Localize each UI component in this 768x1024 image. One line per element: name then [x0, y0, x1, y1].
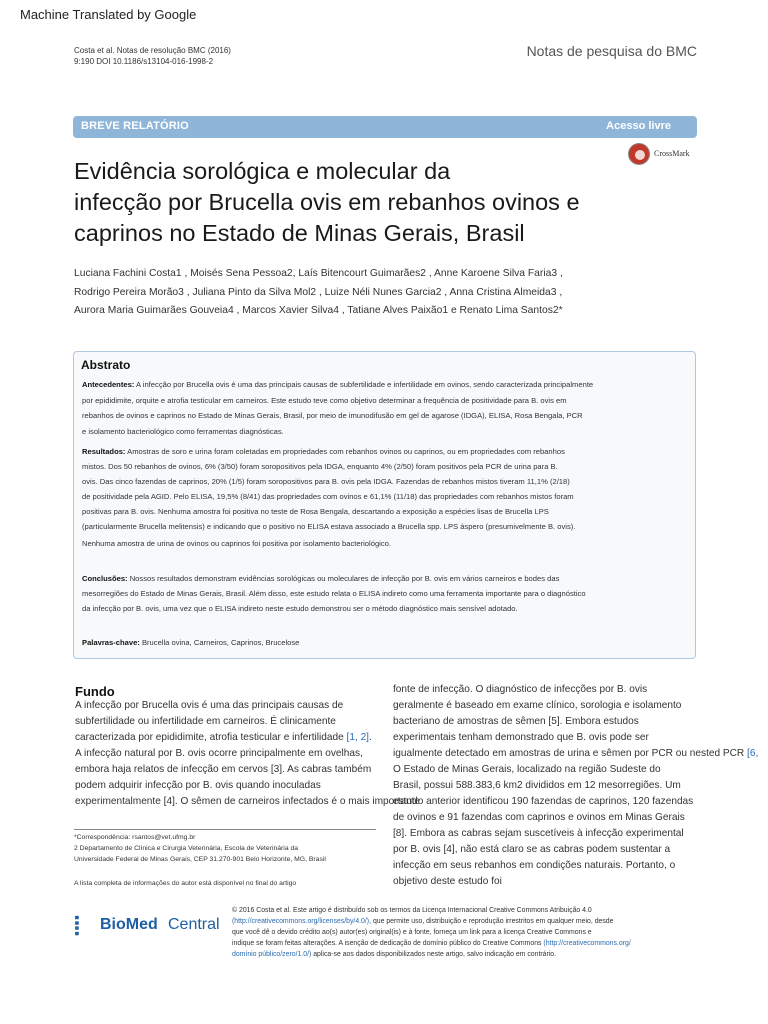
- author-line: Luciana Fachini Costa1 , Moisés Sena Pessoa2, Laís Bitencourt Guimarães2 , Anne Karoene Silva Faria3 ,: [74, 268, 563, 279]
- license-line: [232, 918, 613, 925]
- abstract-background-line: e isolamento bacteriológico como ferramentas diagnósticas.: [82, 427, 284, 436]
- body-text-line: bacteriano de amostras de sêmen [5]. Embora estudos: [393, 716, 639, 727]
- open-access-label[interactable]: Acesso livre: [606, 120, 671, 132]
- article-type-label: BREVE RELATÓRIO: [81, 120, 189, 132]
- body-text-line: geralmente é baseado em exame clínico, sorologia e isolamento: [393, 700, 682, 711]
- logo-text-central: Central: [168, 916, 220, 933]
- abstract-results-line: (particularmente Brucella melitensis) e indicando que o positivo no ELISA estava associado a Brucella spp. LPS áspero (presumivelmente B. ovis).: [82, 522, 576, 531]
- biomed-central-logo[interactable]: [74, 910, 234, 940]
- body-text-line: fonte de infecção. O diagnóstico de infecções por B. ovis: [393, 684, 648, 695]
- machine-translation-banner: Machine Translated by Google: [20, 7, 197, 22]
- body-text-line: Brasil, possui 588.383,6 km2 divididos em 12 mesorregiões. Um: [393, 780, 681, 791]
- abstract-background-line: rebanhos de ovinos e caprinos no Estado de Minas Gerais, Brasil, por meio de imunodifusão em gel de agarose (IDGA), ELISA, Rosa Bengala, PCR: [82, 411, 583, 420]
- reference-link[interactable]: [6,: [747, 748, 759, 759]
- abstract-results-line: Nenhuma amostra de urina de ovinos ou caprinos foi positiva por isolamento bacteriológico.: [82, 539, 391, 548]
- author-line: Aurora Maria Guimarães Gouveia4 , Marcos Xavier Silva4 , Tatiane Alves Paixão1 e Renato Lima Santos2*: [74, 305, 563, 316]
- abstract-conclusions-line: da infecção por B. ovis, uma vez que o ELISA indireto neste estudo demonstrou ser o método diagnóstico mais sensível adotado.: [82, 604, 518, 613]
- body-text-line: A infecção natural por B. ovis ocorre principalmente em ovelhas,: [75, 748, 363, 759]
- body-text-line: [75, 732, 372, 743]
- public-domain-link[interactable]: domínio público/zero/1.0/): [232, 951, 312, 958]
- abstract-background-line: [82, 380, 593, 389]
- license-text: indique se foram feitas alterações. A isenção de dedicação de domínio público do Creative Commons: [232, 940, 544, 947]
- abstract-results-line: de positividade pela AGID. Pelo ELISA, 19,5% (8/41) das propriedades com ovinos e 61,1% (11/18) das propriedades com rebanhos mistos foram: [82, 492, 574, 501]
- title-line: caprinos no Estado de Minas Gerais, Brasil: [74, 220, 525, 246]
- reference-link[interactable]: [1, 2]: [346, 732, 369, 743]
- abstract-results-line: ovis. Das cinco fazendas de caprinos, 20% (1/5) foram soropositivos para B. ovis pela IDGA. Fazendas de rebanhos mistos tiveram 11,1% (2/18): [82, 477, 570, 486]
- biomed-central-mark-icon: ⦙: [74, 912, 80, 942]
- abstract-conclusions-line: [82, 574, 559, 583]
- background-text: A infecção por Brucella ovis é uma das principais causas de subfertilidade e infertilidade em ovinos, sendo caracterizada principalmente: [134, 380, 594, 389]
- license-text: , que permite uso, distribuição e reprodução irrestritos em qualquer meio, desde: [369, 918, 614, 925]
- logo-text-bio: BioMed: [100, 916, 158, 933]
- body-text-line: estudo anterior identificou 190 fazendas de caprinos, 120 fazendas: [393, 796, 694, 807]
- body-text-line: por B. ovis [4], não está claro se as cabras podem sustentar a: [393, 844, 671, 855]
- reference-link[interactable]: [3]: [270, 764, 283, 775]
- abstract-heading: Abstrato: [81, 358, 131, 372]
- article-type-bar: [73, 116, 697, 138]
- title-line: infecção por Brucella ovis em rebanhos ovinos e: [74, 189, 580, 215]
- conclusions-label: Conclusões:: [82, 574, 128, 583]
- body-text-line: infecção em seus rebanhos em condições naturais. Portanto, o: [393, 860, 676, 871]
- journal-name: Notas de pesquisa do BMC: [526, 43, 697, 59]
- license-line: que você dê o devido crédito ao(s) autor(es) original(is) e à fonte, forneça um link para a licença Creative Commons e: [232, 929, 592, 936]
- body-text: embora haja relatos de infecção em cervos: [75, 764, 271, 775]
- footnote-affiliation: 2 Departamento de Clínica e Cirurgia Veterinária, Escola de Veterinária da: [74, 845, 299, 852]
- footnote-author-info: A lista completa de informações do autor está disponível no final do artigo: [74, 880, 297, 887]
- license-line: © 2016 Costa et al. Este artigo é distribuído sob os termos da Licença Internacional Creative Commons Atribuição 4.0: [232, 907, 592, 914]
- body-text-line: [393, 748, 758, 759]
- footnote-correspondence: *Correspondência: rsantos@vet.ufmg.br: [74, 834, 196, 841]
- body-text-line: experimentais tenham demonstrado que B. ovis pode ser: [393, 732, 649, 743]
- body-text: .: [369, 732, 372, 743]
- body-text-line: [8]. Embora as cabras sejam suscetíveis à infecção experimental: [393, 828, 684, 839]
- section-heading-fundo: Fundo: [75, 684, 115, 699]
- body-text: caracterizada por epididimite, atrofia testicular e infertilidade: [75, 732, 347, 743]
- keywords-text: Brucella ovina, Carneiros, Caprinos, Brucelose: [139, 638, 300, 647]
- abstract-results-line: mistos. Dos 50 rebanhos de ovinos, 6% (3/50) foram soropositivos pela IDGA, enquanto 4% (2/50) foram positivos pela PCR de urina para B.: [82, 462, 558, 471]
- license-link[interactable]: (http://creativecommons.org/licenses/by/4.0/): [232, 918, 370, 925]
- footnote-divider: [74, 829, 376, 830]
- license-line: [232, 940, 631, 947]
- conclusions-text: Nossos resultados demonstram evidências sorológicas ou moleculares de infecção por B. ovis em vários carneiros e bodes das: [127, 574, 560, 583]
- body-text-line: [75, 764, 371, 775]
- results-label: Resultados:: [82, 447, 126, 456]
- body-text-line: de ovinos e 91 fazendas com caprinos e ovinos em Minas Gerais: [393, 812, 685, 823]
- body-text-line: subfertilidade ou infertilidade em carneiros. É clinicamente: [75, 716, 336, 727]
- body-text-line: podem adquirir infecção por B. ovis quando inoculadas: [75, 780, 321, 791]
- license-line: [232, 951, 556, 958]
- abstract-keywords: [82, 638, 299, 647]
- results-text: Amostras de soro e urina foram coletadas em propriedades com rebanhos ovinos ou caprinos, ou em propriedades com rebanhos: [125, 447, 565, 456]
- body-text: . As cabras também: [282, 764, 372, 775]
- abstract-results-line: positivas para B. ovis. Nenhuma amostra foi positiva no teste de Rosa Bengala, descartando a exposição a espécies lisas de Brucella LPS: [82, 507, 549, 516]
- public-domain-link[interactable]: (http://creativecommons.org/: [543, 940, 631, 947]
- body-text-line: O Estado de Minas Gerais, localizado na região Sudeste do: [393, 764, 661, 775]
- body-text-line: A infecção por Brucella ovis é uma das principais causas de: [75, 700, 344, 711]
- footnote-affiliation: Universidade Federal de Minas Gerais, CEP 31.270-901 Belo Horizonte, MG, Brasil: [74, 856, 326, 863]
- article-title: [74, 156, 674, 249]
- abstract-conclusions-line: mesorregiões do Estado de Minas Gerais, Brasil. Além disso, este estudo relata o ELISA indireto como uma ferramenta importante para o diagnóstico: [82, 589, 586, 598]
- citation-line-1: Costa et al. Notas de resolução BMC (2016): [74, 46, 231, 55]
- crossmark-label: CrossMark: [654, 149, 690, 158]
- abstract-background-line: por epididimite, orquite e atrofia testicular em carneiros. Este estudo teve como objetivo determinar a frequência de positividade para B. ovis em: [82, 396, 567, 405]
- title-line: Evidência sorológica e molecular da: [74, 158, 451, 184]
- body-text-line: objetivo deste estudo foi: [393, 876, 502, 887]
- background-label: Antecedentes:: [82, 380, 135, 389]
- license-text: aplica-se aos dados disponibilizados neste artigo, salvo indicação em contrário.: [311, 951, 557, 958]
- citation-line-2: 9:190 DOI 10.1186/s13104-016-1998-2: [74, 57, 214, 66]
- body-text: igualmente detectado em amostras de urina e sêmen por PCR ou nested PCR: [393, 748, 748, 759]
- keywords-label: Palavras-chave:: [82, 638, 140, 647]
- author-line: Rodrigo Pereira Morão3 , Juliana Pinto da Silva Mol2 , Luize Néli Nunes Garcia2 , Anna Cristina Almeida3 ,: [74, 287, 563, 298]
- body-text-line: experimentalmente [4]. O sêmen de carneiros infectados é o mais importante: [75, 796, 421, 807]
- abstract-results-line: [82, 447, 565, 456]
